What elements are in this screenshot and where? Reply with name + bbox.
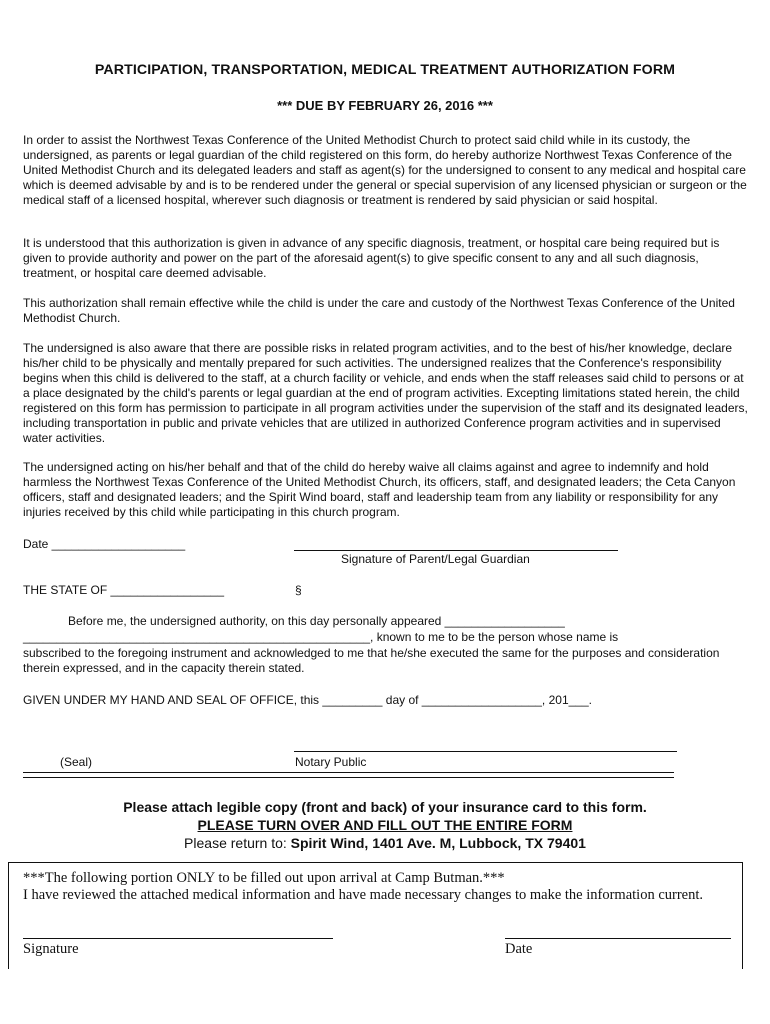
state-field[interactable]: THE STATE OF _________________ (23, 583, 225, 597)
paragraph-authorization: In order to assist the Northwest Texas Conference of the United Methodist Church to protect said child while in its custody, the undersigned, as parents or legal guardian of the child registered on this form, do hereby authorize Northwest Texas Conference of the United Methodist Church and its delegated leaders and staff as agent(s) for the undersigned to consent to any medical and hospital care which is deemed advisable by and is to be rendered under the general or special supervision of any licensed physician or surgeon or the medical staff of a licensed hospital, wherever such diagnosis or treatment is rendered by said physician or said hospital. (23, 133, 747, 207)
paragraph-advance-authorization: It is understood that this authorization is given in advance of any specific diagnosis, treatment, or hospital care being required but is given to provide authority and power on the part of the aforesaid agent(s) to give specific consent to any and all such diagnosis, treatment, or hospital care deemed advisable. (23, 236, 720, 280)
form-title: PARTICIPATION, TRANSPORTATION, MEDICAL TREATMENT AUTHORIZATION FORM (94, 62, 676, 78)
notary-label: Notary Public (295, 755, 367, 769)
paragraph-waiver: The undersigned acting on his/her behalf and that of the child do hereby waive all claims against and agree to indemnify and hold harmless the Northwest Texas Conference of the United Methodist Church, its officers, staff, and designated leaders; the Ceta Canyon officers, staff and designated leaders; and the Spirit Wind board, staff and leadership team from any liability or responsibility for any injuries received by this child while participating in this church program. (23, 460, 736, 519)
parent-signature-line[interactable] (294, 550, 618, 551)
section-symbol: § (295, 583, 302, 597)
divider-line-1 (23, 772, 674, 773)
camp-box-line-2: I have reviewed the attached medical information and have made necessary changes to make the information current. (23, 887, 703, 903)
known-person-field[interactable]: ____________________________________________________, known to me to be the person whose name is (23, 630, 619, 644)
camp-signature-label: Signature (23, 941, 79, 957)
given-under-field[interactable]: GIVEN UNDER MY HAND AND SEAL OF OFFICE, this _________ day of __________________, 201___. (23, 693, 592, 707)
parent-signature-label: Signature of Parent/Legal Guardian (341, 552, 530, 566)
paragraph-effective-period: This authorization shall remain effective while the child is under the care and custody of the Northwest Texas Conference of the United Methodist Church. (23, 296, 735, 325)
subscribed-text: subscribed to the foregoing instrument and acknowledged to me that he/she executed the same for the purposes and consideration therein expressed, and in the capacity therein stated. (23, 646, 720, 675)
insurance-instruction: Please attach legible copy (front and back) of your insurance card to this form. (123, 799, 647, 815)
return-address: Spirit Wind, 1401 Ave. M, Lubbock, TX 79401 (290, 835, 586, 851)
turn-over-instruction: PLEASE TURN OVER AND FILL OUT THE ENTIRE FORM (197, 817, 573, 833)
camp-date-label: Date (505, 941, 533, 957)
due-date: *** DUE BY FEBRUARY 26, 2016 *** (277, 98, 493, 113)
camp-signature-line[interactable] (23, 938, 333, 939)
notary-signature-line[interactable] (294, 751, 677, 752)
date-field[interactable]: Date ____________________ (23, 537, 186, 551)
return-instruction (0, 835, 770, 851)
camp-box-line-1: ***The following portion ONLY to be filled out upon arrival at Camp Butman.*** (23, 870, 505, 886)
divider-line-2 (23, 777, 674, 778)
return-prefix: Please return to: (184, 835, 287, 851)
camp-date-line[interactable] (505, 938, 731, 939)
seal-label: (Seal) (60, 755, 93, 769)
paragraph-risks: The undersigned is also aware that there are possible risks in related program activities, and to the best of his/her knowledge, declare his/her child to be physically and mentally prepared for such activities. The undersigned realizes that the Conference's responsibility begins when this child is delivered to the staff, at a church facility or vehicle, and ends when the staff releases said child to persons or at a place designated by the child's parents or legal guardian at the end of program activities. Excepting limitations stated herein, the child registered on this form has permission to participate in all program activities under the supervision of the staff and its designated leaders, including transportation in public and private vehicles that are utilized in authorized Conference program activities and in supervised water activities. (23, 341, 748, 445)
appeared-field[interactable]: Before me, the undersigned authority, on this day personally appeared __________________ (68, 614, 565, 628)
